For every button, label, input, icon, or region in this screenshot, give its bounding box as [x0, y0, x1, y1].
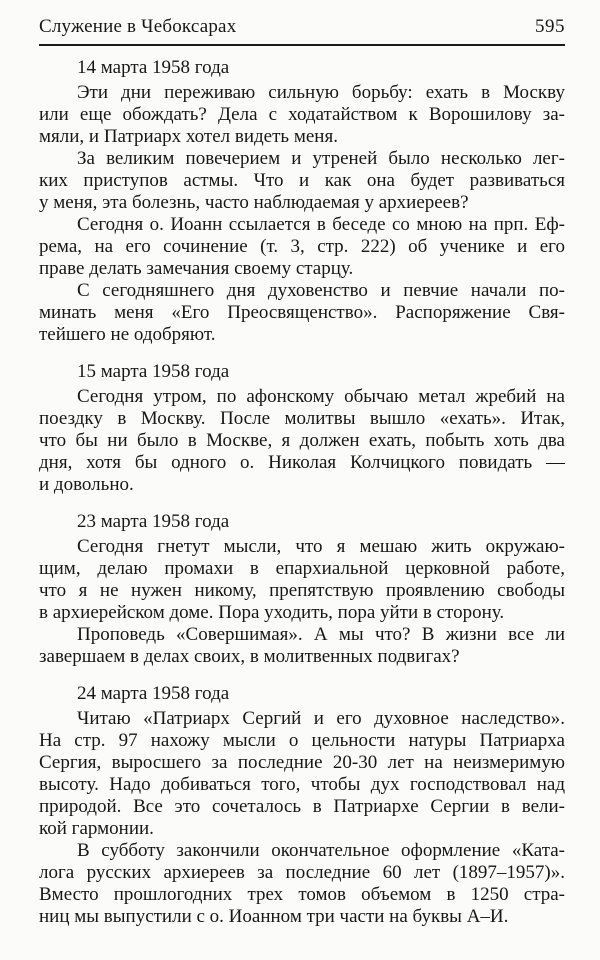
text-line: праве делать замечания своему старцу. [39, 258, 354, 279]
running-title: Служение в Чебоксарах [39, 16, 237, 37]
text-line: лога русских архиереев за последние 60 лет (1897–1957)». [39, 862, 565, 883]
text-line: С сегодняшнего дня духовенство и певчие начали по- [77, 280, 565, 301]
text-line: Сегодня о. Иоанн ссылается в беседе со мною на прп. Еф- [77, 214, 565, 235]
text-line: что бы ни было в Москве, я должен ехать, побыть хоть два [39, 430, 565, 451]
text-line: Сегодня гнетут мысли, что я мешаю жить окружаю- [77, 536, 565, 557]
text-line: поездку в Москву. После молитвы вышло «ехать». Итак, [39, 408, 565, 429]
diary-entry [39, 57, 565, 346]
text-line: кой гармонии. [39, 818, 154, 839]
text-line: ниц мы выпустили с о. Иоанном три части на буквы А–И. [39, 906, 509, 927]
text-line: в архиерейском доме. Пора уходить, пора уйти в сторону. [39, 602, 505, 623]
paragraph [39, 536, 565, 624]
text-line: щим, делаю промахи в епархиальной церковной работе, [39, 558, 565, 579]
text-line: тейшего не одобряют. [39, 324, 216, 345]
text-line: В субботу закончили окончательное оформление «Ката- [77, 840, 565, 861]
text-line: рема, на его сочинение (т. 3, стр. 222) об ученике и его [39, 236, 565, 257]
paragraph [39, 280, 565, 346]
diary-entry [39, 361, 565, 496]
diary-entry [39, 683, 565, 928]
paragraph [39, 624, 565, 668]
text-line: дня, хотя бы одного о. Николая Колчицкого повидать — [39, 452, 565, 473]
paragraph [39, 386, 565, 496]
page-header [39, 16, 565, 46]
paragraph [39, 708, 565, 840]
text-line: мяли, и Патриарх хотел видеть меня. [39, 126, 338, 147]
entry-date-heading: 15 марта 1958 года [77, 361, 230, 382]
text-line: На стр. 97 нахожу мысли о цельности натуры Патриарха [39, 730, 565, 751]
text-line: что я не нужен никому, препятствую проявлению свободы [39, 580, 565, 601]
entry-date-heading: 14 марта 1958 года [77, 57, 230, 78]
entry-date-heading: 23 марта 1958 года [77, 511, 230, 532]
text-line: Эти дни переживаю сильную борьбу: ехать в Москву [77, 82, 565, 103]
text-line: или еще обождать? Дела с ходатайством к Ворошилову за- [39, 104, 565, 125]
paragraph [39, 148, 565, 214]
paragraph [39, 214, 565, 280]
diary-entry [39, 511, 565, 668]
text-line: завершаем в делах своих, в молитвенных подвигах? [39, 646, 460, 667]
text-line: Сегодня утром, по афонскому обычаю метал жребий на [77, 386, 565, 407]
text-line: Вместо прошлогодних трех томов объемом в 1250 стра- [39, 884, 565, 905]
text-line: высоту. Надо добиваться того, чтобы дух господствовал над [39, 774, 565, 795]
text-line: За великим повечерием и утреней было несколько лег- [77, 148, 565, 169]
text-line: Читаю «Патриарх Сергий и его духовное наследство». [77, 708, 565, 729]
page-number: 595 [535, 16, 565, 37]
text-line: ких приступов астмы. Что и как она будет развиваться [39, 170, 565, 191]
text-line: природой. Все это сочеталось в Патриархе Сергии в вели- [39, 796, 565, 817]
text-line: и довольно. [39, 474, 134, 495]
diary-entries [39, 57, 565, 928]
text-line: Сергия, выросшего за последние 20-30 лет на неизмеримую [39, 752, 565, 773]
text-line: минать меня «Его Преосвященство». Распоряжение Свя- [39, 302, 565, 323]
text-line: Проповедь «Совершимая». А мы что? В жизни все ли [77, 624, 565, 645]
text-line: у меня, эта болезнь, часто наблюдаемая у архиереев? [39, 192, 469, 213]
paragraph [39, 82, 565, 148]
paragraph [39, 840, 565, 928]
entry-date-heading: 24 марта 1958 года [77, 683, 230, 704]
